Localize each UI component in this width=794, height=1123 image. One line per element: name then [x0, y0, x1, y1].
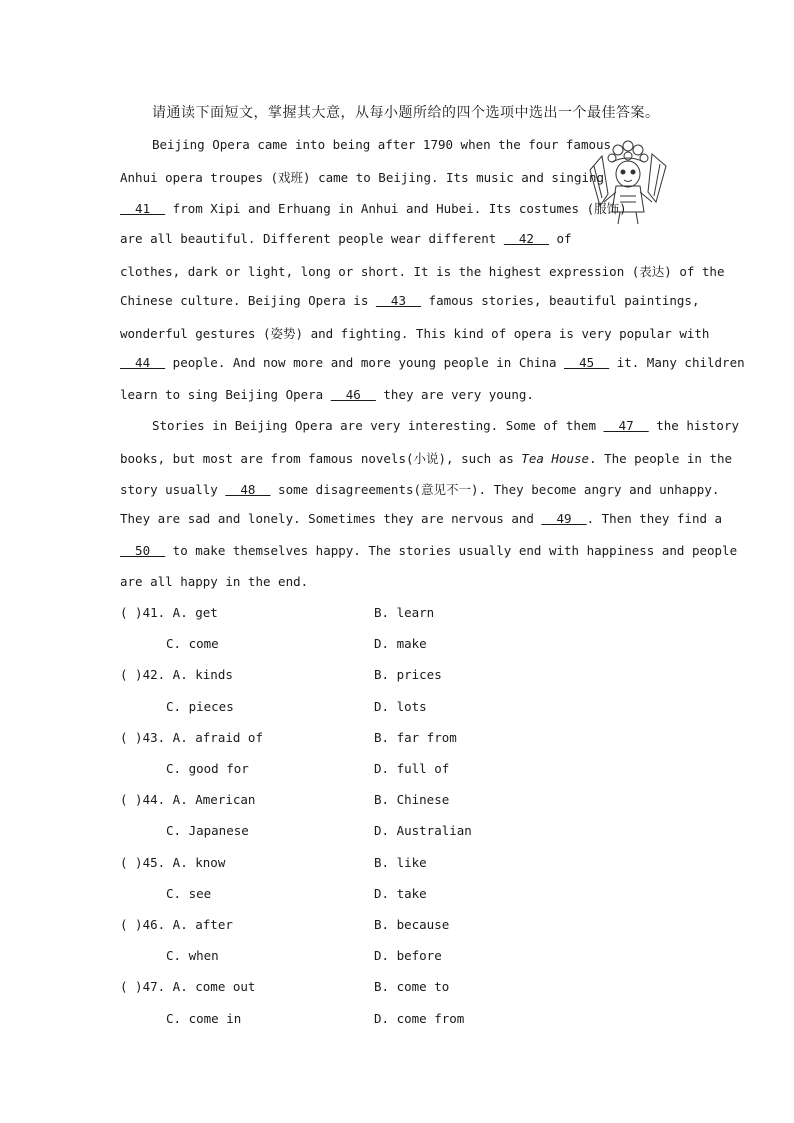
- question-option-d: D. full of: [374, 761, 450, 776]
- question-option-a: ( )41. A. get: [120, 605, 218, 620]
- question-option-d: D. lots: [374, 698, 427, 714]
- question-option-b: B. like: [374, 854, 427, 870]
- passage-line: [120, 449, 733, 467]
- answer-blank: 49: [541, 511, 587, 527]
- question-option-d: D. take: [374, 885, 427, 901]
- passage-line: [120, 387, 534, 402]
- answer-blank: 46: [330, 386, 376, 402]
- passage-text: clothes, dark or light, long or short. It is the highest expression (表达) of the: [120, 263, 725, 279]
- answer-blank: 48: [225, 482, 271, 498]
- passage-line: [120, 480, 720, 498]
- question-option-c: C. when: [166, 948, 219, 964]
- question-option-a: ( )46. A. after: [120, 917, 233, 932]
- passage-text: Beijing Opera came into being after 1790 when the four famous: [152, 137, 612, 152]
- passage-line: [120, 230, 572, 246]
- novel-title: Tea House: [521, 451, 590, 466]
- question-option-a: ( )42. A. kinds: [120, 667, 233, 683]
- passage-line: [120, 199, 627, 217]
- passage-text: to make themselves happy. The stories usually end with happiness and people: [165, 542, 738, 558]
- passage-line: [120, 511, 723, 527]
- passage-text: famous stories, beautiful paintings,: [421, 293, 700, 308]
- question-option-b: B. come to: [374, 979, 450, 995]
- question-option-b: B. far from: [374, 729, 457, 745]
- answer-blank: 43: [375, 293, 422, 308]
- passage-text: Stories in Beijing Opera are very interesting. Some of them: [152, 417, 604, 433]
- question-option-c: C. see: [166, 885, 212, 901]
- question-option-b: B. prices: [374, 667, 442, 683]
- passage-line: [120, 168, 605, 186]
- passage-text: They are sad and lonely. Sometimes they are nervous and: [120, 511, 542, 527]
- question-option-d: D. before: [374, 948, 442, 964]
- passage-text: some disagreements(意见不一). They become angry and unhappy.: [270, 482, 720, 498]
- question-option-c: C. pieces: [166, 698, 234, 714]
- question-option-c: C. Japanese: [166, 823, 249, 839]
- passage-line: [120, 324, 710, 342]
- passage-text: story usually: [120, 482, 226, 498]
- question-option-b: B. learn: [374, 605, 435, 620]
- passage-line: [120, 355, 745, 371]
- passage-text: are all beautiful. Different people wear different: [120, 230, 504, 246]
- answer-blank: 41: [120, 201, 166, 217]
- passage-text: people. And now more and more young people in China: [165, 355, 565, 371]
- passage-line: [152, 417, 740, 433]
- passage-line: [120, 293, 700, 308]
- passage-line: [120, 262, 725, 280]
- question-option-a: ( )45. A. know: [120, 854, 226, 870]
- question-option-a: ( )44. A. American: [120, 792, 256, 808]
- passage-line: [120, 542, 738, 558]
- question-option-b: B. Chinese: [374, 792, 450, 808]
- question-option-d: D. come from: [374, 1010, 465, 1026]
- instruction-text: 请通读下面短文，掌握其大意，从每小题所给的四个选项中选出一个最佳答案。: [152, 105, 660, 121]
- question-option-a: ( )47. A. come out: [120, 979, 256, 995]
- passage-text: . The people in the: [589, 451, 733, 466]
- question-option-c: C. come: [166, 636, 219, 652]
- passage-text: books, but most are from famous novels(小说), such as: [120, 451, 522, 466]
- answer-blank: 42: [503, 230, 549, 246]
- passage-text: the history: [648, 417, 740, 433]
- passage-text: of: [548, 230, 572, 246]
- question-option-d: D. Australian: [374, 823, 472, 839]
- question-option-c: C. good for: [166, 761, 249, 776]
- passage-text: Anhui opera troupes (戏班) came to Beijing. Its music and singing: [120, 170, 605, 186]
- passage-text: wonderful gestures (姿势) and fighting. This kind of opera is very popular with: [120, 326, 710, 342]
- passage-text: . Then they find a: [586, 511, 723, 527]
- passage-line: [152, 137, 612, 152]
- passage-text: it. Many children: [609, 355, 745, 371]
- answer-blank: 50: [120, 542, 166, 558]
- passage-text: Chinese culture. Beijing Opera is: [120, 293, 376, 308]
- question-option-d: D. make: [374, 636, 427, 652]
- passage-text: they are very young.: [375, 386, 534, 402]
- answer-blank: 44: [120, 355, 166, 371]
- passage-text: learn to sing Beijing Opera: [120, 386, 331, 402]
- passage-line: [120, 574, 308, 589]
- passage-text: from Xipi and Erhuang in Anhui and Hubei. Its costumes (服饰): [165, 201, 627, 217]
- passage-text: are all happy in the end.: [120, 573, 309, 589]
- answer-blank: 45: [564, 355, 610, 371]
- answer-blank: 47: [603, 417, 649, 433]
- question-option-b: B. because: [374, 917, 450, 932]
- question-option-c: C. come in: [166, 1010, 242, 1026]
- question-option-a: ( )43. A. afraid of: [120, 729, 263, 745]
